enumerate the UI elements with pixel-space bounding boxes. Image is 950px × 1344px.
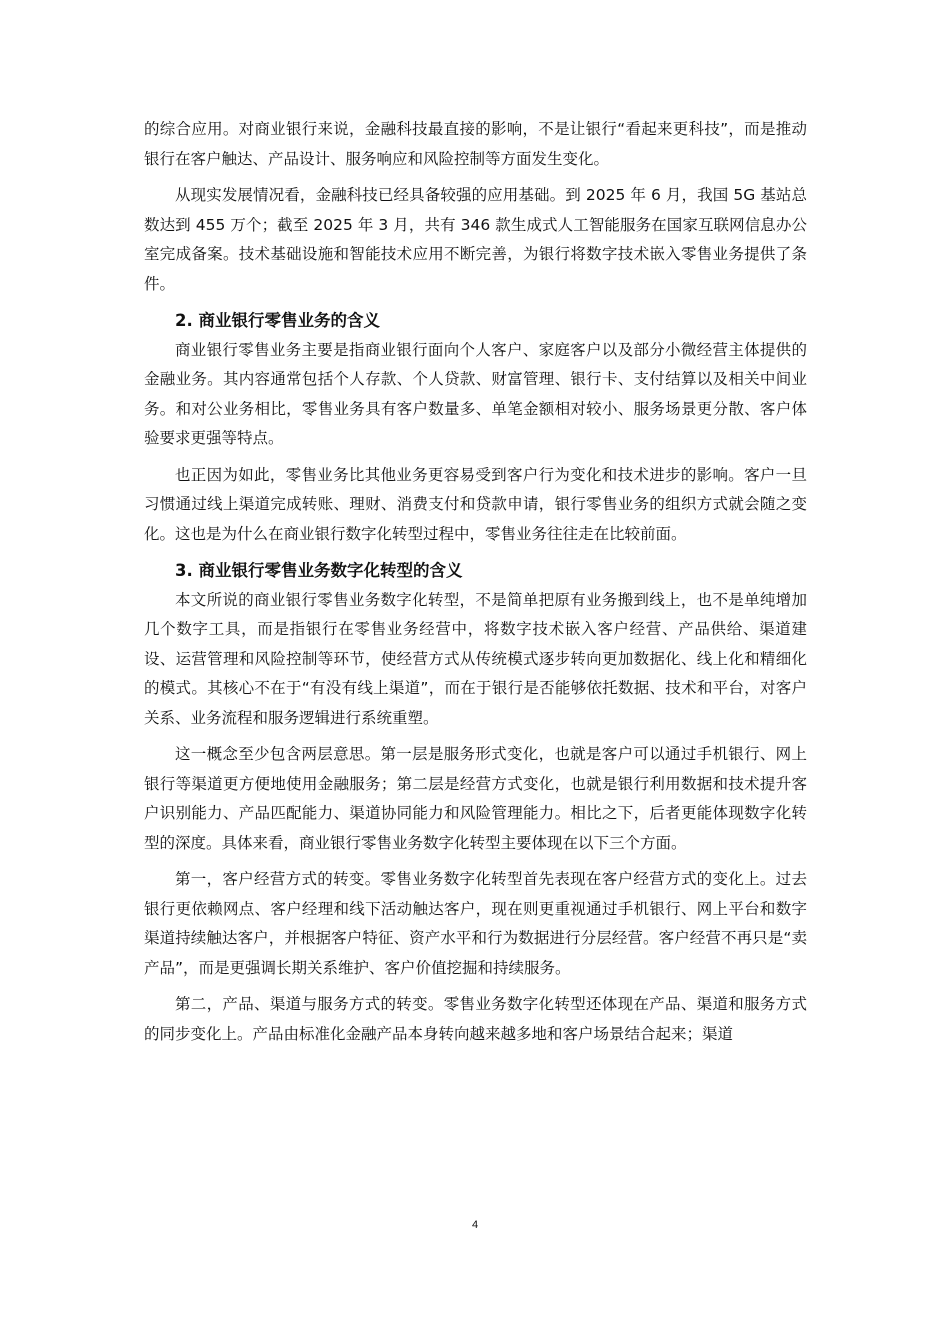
body-text xyxy=(144,115,807,1049)
section-heading-3: 3. 商业银行零售业务数字化转型的含义 xyxy=(175,561,463,580)
section-heading-2: 2. 商业银行零售业务的含义 xyxy=(175,311,380,330)
page-number: 4 xyxy=(471,1219,479,1231)
paragraph-fintech-foundation: 从现实发展情况看，金融科技已经具备较强的应用基础。到 2025 年 6 月，我国 5G 基站总数达到 455 万个；截至 2025 年 3 月，共有 346 款生成式人工智能服务在国家互联网信息办公室完成备案。技术基础设施和智能技术应用不断完善，为银行将数字技术嵌入零售业务提供了条件。 xyxy=(144,186,807,293)
paragraph-continuation: 的综合应用。对商业银行来说，金融科技最直接的影响，不是让银行“看起来更科技”，而是推动银行在客户触达、产品设计、服务响应和风险控制等方面发生变化。 xyxy=(144,120,807,168)
paragraph-two-layers: 这一概念至少包含两层意思。第一层是服务形式变化，也就是客户可以通过手机银行、网上银行等渠道更方便地使用金融服务；第二层是经营方式变化，也就是银行利用数据和技术提升客户识别能力、产品匹配能力、渠道协同能力和风险管理能力。相比之下，后者更能体现数字化转型的深度。具体来看，商业银行零售业务数字化转型主要体现在以下三个方面。 xyxy=(144,745,807,852)
paragraph-transformation-definition: 本文所说的商业银行零售业务数字化转型，不是简单把原有业务搬到线上，也不是单纯增加几个数字工具，而是指银行在零售业务经营中，将数字技术嵌入客户经营、产品供给、渠道建设、运营管理和风险控制等环节，使经营方式从传统模式逐步转向更加数据化、线上化和精细化的模式。其核心不在于“有没有线上渠道”，而在于银行是否能够依托数据、技术和平台，对客户关系、业务流程和服务逻辑进行系统重塑。 xyxy=(144,590,807,727)
paragraph-retail-definition: 商业银行零售业务主要是指商业银行面向个人客户、家庭客户以及部分小微经营主体提供的金融业务。其内容通常包括个人存款、个人贷款、财富管理、银行卡、支付结算以及相关中间业务。和对公业务相比，零售业务具有客户数量多、单笔金额相对较小、服务场景更分散、客户体验要求更强等特点。 xyxy=(144,340,807,447)
paragraph-retail-impact: 也正因为如此，零售业务比其他业务更容易受到客户行为变化和技术进步的影响。客户一旦习惯通过线上渠道完成转账、理财、消费支付和贷款申请，银行零售业务的组织方式就会随之变化。这也是为什么在商业银行数字化转型过程中，零售业务往往走在比较前面。 xyxy=(144,465,807,543)
paragraph-products-channels: 第二，产品、渠道与服务方式的转变。零售业务数字化转型还体现在产品、渠道和服务方式的同步变化上。产品由标准化金融产品本身转向越来越多地和客户场景结合起来；渠道 xyxy=(144,995,807,1043)
paragraph-customer-management: 第一，客户经营方式的转变。零售业务数字化转型首先表现在客户经营方式的变化上。过去银行更依赖网点、客户经理和线下活动触达客户，现在则更重视通过手机银行、网上平台和数字渠道持续触达客户，并根据客户特征、资产水平和行为数据进行分层经营。客户经营不再只是“卖产品”，而是更强调长期关系维护、客户价值挖掘和持续服务。 xyxy=(144,870,807,977)
